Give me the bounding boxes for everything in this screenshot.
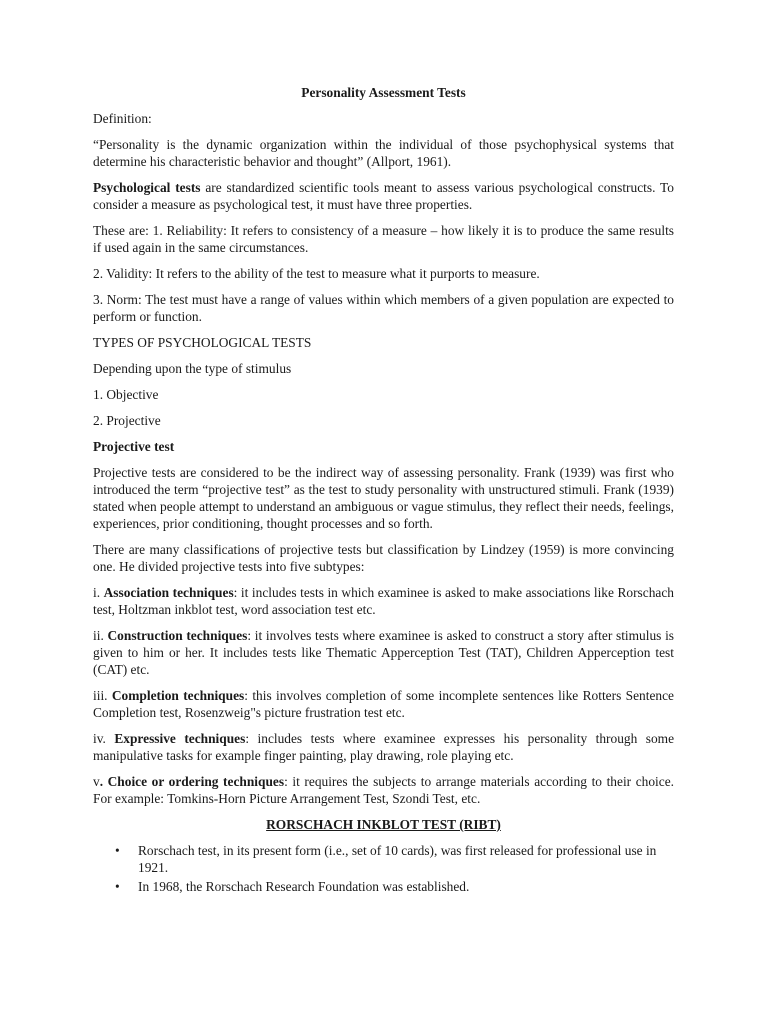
projective-heading-text: Projective test [93,439,175,454]
definition-label: Definition: [93,111,152,126]
subtype-text: : includes tests where examinee expresses his personality through some manipulative tasks for example finger painting, play drawing, role playing etc. [93,731,675,763]
bullet-icon: • [115,843,120,858]
subtype-numeral: iii. [93,688,112,703]
document-title: Personality Assessment Tests [301,85,466,100]
bullet-icon: • [115,879,120,894]
subtype-numeral: iv. [93,731,115,746]
list-item [93,878,674,895]
subtype-completion [93,687,674,721]
subtype-term: Expressive techniques [114,731,246,746]
type-objective: 1. Objective [93,387,159,402]
psychological-tests-paragraph [93,179,674,213]
stimulus-type-line: Depending upon the type of stimulus [93,361,292,376]
bullet-text: In 1968, the Rorschach Research Foundation was established. [138,879,470,894]
subtype-choice-ordering [93,773,674,807]
subtype-text: : it requires the subjects to arrange materials according to their choice. For example: Tomkins-Horn Picture Arrangement Test, Szondi Test, etc. [93,774,675,806]
document-page [93,84,674,897]
bullet-text: Rorschach test, in its present form (i.e., set of 10 cards), was first released for professional use in 1921. [138,843,657,875]
psychological-tests-text: are standardized scientific tools meant to assess various psychological constructs. To consider a measure as psychological test, it must have three properties. [93,180,674,212]
subtype-text: : it includes tests in which examinee is asked to make associations like Rorschach test, Holtzman inkblot test, word association test etc. [93,585,674,617]
psychological-tests-term: Psychological tests [93,180,201,195]
subtype-text: : it involves tests where examinee is asked to construct a story after stimulus is given to him or her. It includes tests like Thematic Apperception Test (TAT), Children Apperception test (CAT) etc. [93,628,675,677]
subtype-numeral: i. [93,585,104,600]
ribt-heading: RORSCHACH INKBLOT TEST (RIBT) [266,817,501,832]
list-item [93,842,674,876]
ribt-bullet-list [93,842,674,895]
norm-paragraph: 3. Norm: The test must have a range of values within which members of a given population are expected to perform or function. [93,292,674,324]
subtype-text: : this involves completion of some incomplete sentences like Rotters Sentence Completion test, Rosenzweig"s picture frustration test etc. [93,688,674,720]
validity-paragraph: 2. Validity: It refers to the ability of the test to measure what it purports to measure. [93,266,540,281]
reliability-paragraph: These are: 1. Reliability: It refers to consistency of a measure – how likely it is to produce the same results if used again in the same circumstances. [93,223,674,255]
definition-quote: “Personality is the dynamic organization within the individual of those psychophysical systems that determine his characteristic behavior and thought” (Allport, 1961). [93,137,674,169]
classifications-paragraph: There are many classifications of projective tests but classification by Lindzey (1959) is more convincing one. He divided projective tests into five subtypes: [93,542,674,574]
subtype-term: . Choice or ordering techniques [99,774,285,789]
subtype-numeral: v [93,774,100,789]
subtype-association [93,584,674,618]
projective-heading [93,438,674,455]
projective-paragraph: Projective tests are considered to be the indirect way of assessing personality. Frank (1939) was first who introduced the term “projective test” as the test to study personality with unstructured stimuli. Frank (1939) stated when people attempt to understand an ambiguous or vague stimulus, they reflect their needs, feelings, experiences, prior conditioning, thought processes and so forth. [93,465,674,531]
subtype-construction [93,627,674,678]
types-heading: TYPES OF PSYCHOLOGICAL TESTS [93,335,312,350]
subtype-expressive [93,730,674,764]
subtype-term: Completion techniques [111,688,245,703]
subtype-numeral: ii. [93,628,108,643]
type-projective: 2. Projective [93,413,161,428]
subtype-term: Construction techniques [107,628,248,643]
subtype-term: Association techniques [103,585,234,600]
